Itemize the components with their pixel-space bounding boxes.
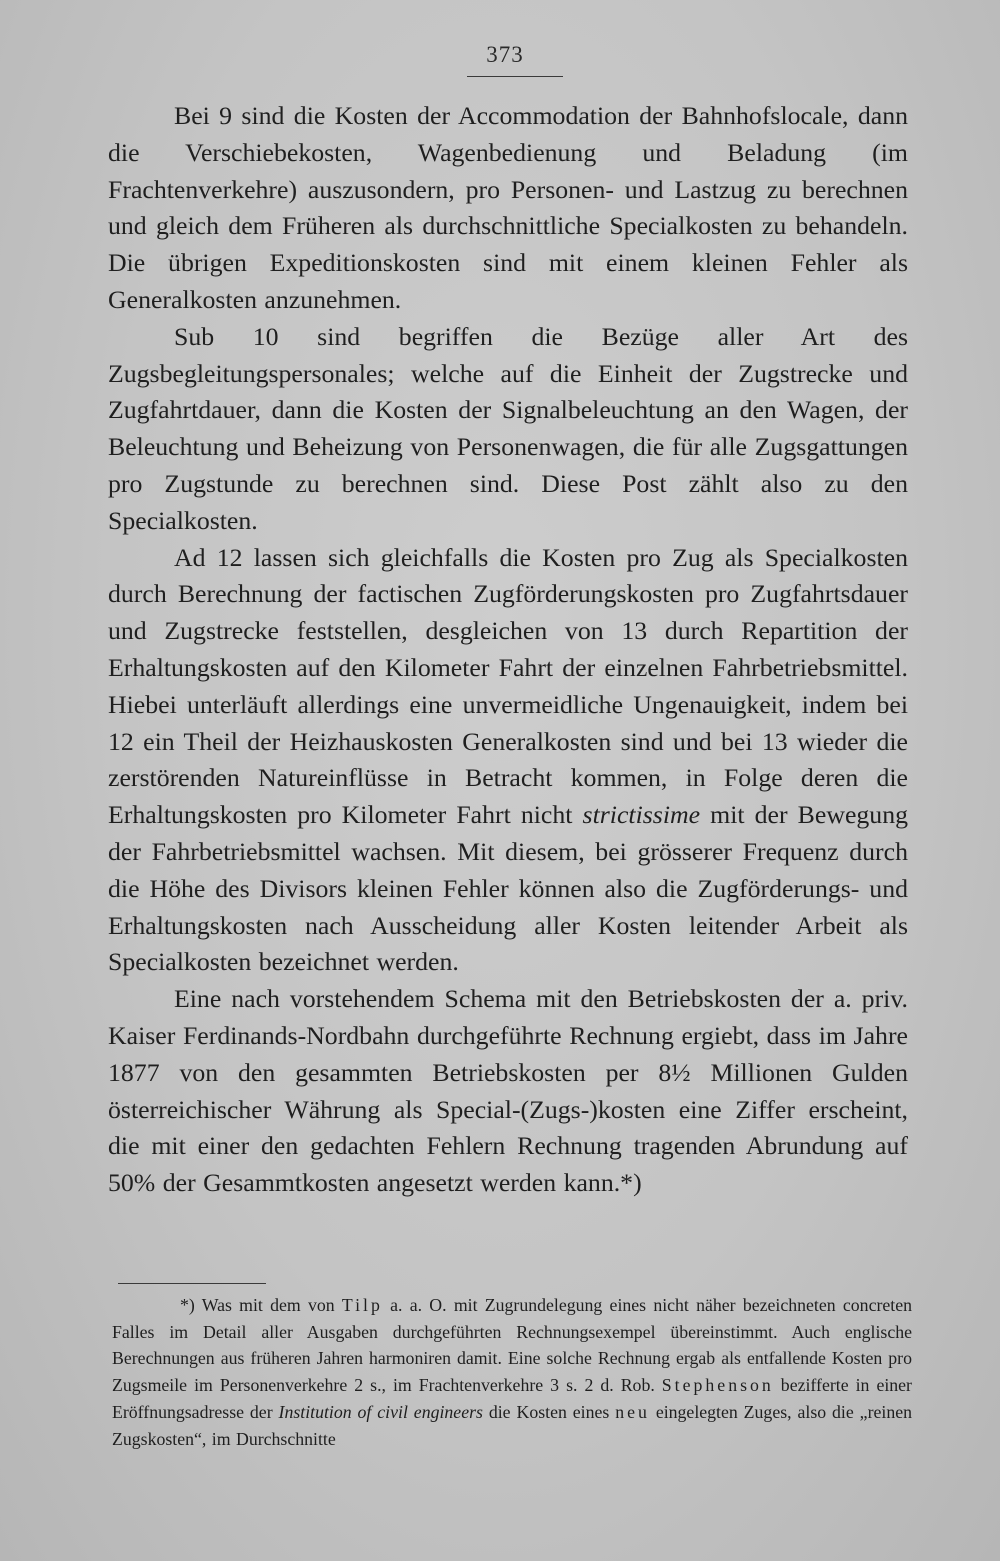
footnote-spaced-neu: neu bbox=[615, 1401, 650, 1422]
footnote-author-stephenson: Stephenson bbox=[661, 1375, 774, 1396]
footnote-separator bbox=[118, 1283, 266, 1284]
footnote-lead: *) Was mit dem von bbox=[180, 1295, 342, 1315]
paragraph-4: Eine nach vorstehendem Schema mit den Betriebskosten der a. priv. Kaiser Ferdinands-Nordbahn durchgeführte Rechnung ergiebt, dass im Jahre 1877 von den gesammten Betriebskosten per 8½ Millionen Gulden österreichischer Währung als Special-(Zugs-)kosten eine Ziffer erscheint, die mit einer den gedachten Fehlern Rechnung tragenden Abrundung auf 50% der Gesammtkosten angesetzt werden kann.*) bbox=[108, 984, 908, 1198]
footnote bbox=[112, 1292, 912, 1452]
body-text bbox=[108, 98, 908, 1202]
footnote-text-4: die Kosten eines bbox=[482, 1401, 616, 1422]
paragraph-3-text-b: mit der Bewegung der Fahrbetriebsmittel wachsen. Mit diesem, bei grösserer Frequenz durch die Höhe des Divisors kleinen Fehler können also die Zugförderungs- und Erhaltungskosten nach Ausscheidung aller Kosten leitender Arbeit als Specialkosten bezeichnet werden. bbox=[108, 800, 908, 977]
footnote-text-2: a. a. O. mit Zugrundelegung eines nicht näher bezeichneten concreten Falles im Detail aller Ausgaben durchgeführten Rechnungsexempel übereinstimmt. Auch englische Berechnungen aus früheren Jahren harmoniren damit. Eine solche Rechnung ergab als entfallende Kosten pro Zugsmeile im Personenverkehre 2 s., im Frachtenverkehre 3 s. 2 d. Rob. bbox=[112, 1295, 912, 1396]
footnote-author-tilp: Tilp bbox=[341, 1295, 383, 1315]
footnote-institution: Institution of civil engineers bbox=[278, 1401, 483, 1422]
paragraph-3-italic: strictissime bbox=[582, 800, 701, 830]
footnote-text-3: bezifferte in einer Eröffnungsadresse der bbox=[112, 1375, 912, 1422]
paragraph-3 bbox=[108, 540, 908, 982]
page-number: 373 bbox=[486, 42, 524, 67]
page-number-rule bbox=[467, 76, 563, 77]
paragraph-2: Sub 10 sind begriffen die Bezüge aller Art des Zugsbegleitungspersonales; welche auf die Einheit der Zugstrecke und Zugfahrtdauer, dann die Kosten der Signalbeleuchtung an den Wagen, der Beleuchtung und Beheizung von Personenwagen, die für alle Zugsgattungen pro Zugstunde zu berechnen sind. Diese Post zählt also zu den Specialkosten. bbox=[108, 321, 908, 535]
paragraph-3-text-a: Ad 12 lassen sich gleichfalls die Kosten pro Zug als Specialkosten durch Berechnung der factischen Zugförderungskosten pro Zugfahrtsdauer und Zugstrecke feststellen, desgleichen von 13 durch Repartition der Erhaltungskosten auf den Kilometer Fahrt der einzelnen Fahrbetriebsmittel. Hiebei unterläuft allerdings eine unvermeidliche Ungenauigkeit, indem bei 12 ein Theil der Heizhauskosten Generalkosten sind und bei 13 wieder die zerstörenden Natureinflüsse in Betracht kommen, in Folge deren die Erhaltungskosten pro Kilometer Fahrt nicht bbox=[108, 542, 908, 830]
footnote-text-5: eingelegten Zuges, also die „reinen Zugskosten“, im Durchschnitte bbox=[112, 1401, 912, 1449]
paragraph-1: Bei 9 sind die Kosten der Accommodation der Bahnhofslocale, dann die Verschiebekosten, Wagenbedienung und Beladung (im Frachtenverkehre) auszusondern, pro Personen- und Lastzug zu berechnen und gleich dem Früheren als durchschnittliche Specialkosten zu behandeln. Die übrigen Expeditionskosten sind mit einem kleinen Fehler als Generalkosten anzunehmen. bbox=[108, 101, 908, 314]
